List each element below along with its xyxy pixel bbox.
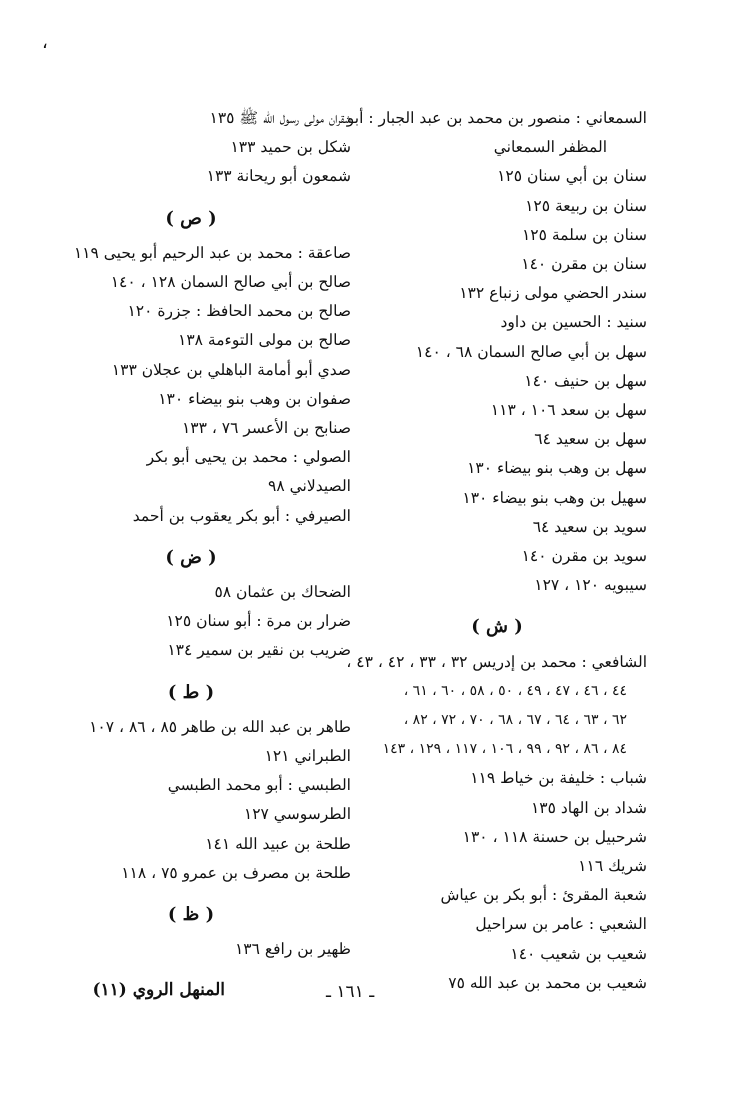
index-entry: السمعاني : منصور بن محمد بن عبد الجبار : أبو: [346, 109, 647, 127]
index-entry: شعيب بن شعيب ١٤٠: [510, 944, 647, 963]
index-entry: ضرار بن مرة : أبو سنان ١٢٥: [166, 612, 351, 631]
index-entry: شرحبيل بن حسنة ١١٨ ، ١٣٠: [462, 827, 647, 846]
book-title: المنهل الروي (١١): [92, 980, 225, 1000]
index-entry: صدي أبو أمامة الباهلي بن عجلان ١٣٣: [111, 360, 351, 379]
index-entry-continuation: ٤٤ ، ٤٦ ، ٤٧ ، ٤٩ ، ٥٠ ، ٥٨ ، ٦٠ ، ٦١ ،: [403, 682, 627, 699]
index-entry: ظهير بن رافع ١٣٦: [234, 940, 351, 959]
index-entry: سيبويه ١٢٠ ، ١٢٧: [534, 576, 647, 595]
index-entry: سنان بن ربيعة ١٢٥: [525, 196, 647, 215]
index-entry: سهل بن أبي صالح السمان ٦٨ ، ١٤٠: [415, 342, 647, 361]
index-entry-continuation: المظفر السمعاني: [493, 138, 607, 157]
index-entry: سنان بن سلمة ١٢٥: [521, 225, 647, 244]
index-column-left: [31, 104, 351, 964]
index-entry: طلحة بن مصرف بن عمرو ٧٥ ، ١١٨: [121, 863, 351, 882]
page-footer: [0, 980, 731, 1010]
index-entry-continuation: ٨٤ ، ٨٦ ، ٩٢ ، ٩٩ ، ١٠٦ ، ١١٧ ، ١٢٩ ، ١٤٣: [382, 741, 627, 758]
index-entry: صفوان بن وهب بنو بيضاء ١٣٠: [158, 389, 351, 408]
index-entry: سنان بن مقرن ١٤٠: [521, 255, 647, 274]
index-entry: صالح بن مولى التوءمة ١٣٨: [178, 331, 351, 350]
index-entry: سنيد : الحسين بن داود: [500, 313, 647, 332]
index-entry: شعيب بن محمد بن عبد الله ٧٥: [448, 973, 647, 992]
index-entry: الصيدلاني ٩٨: [268, 477, 351, 496]
index-entry: صاعقة : محمد بن عبد الرحيم أبو يحيى ١١٩: [73, 243, 351, 262]
index-entry: ضريب بن نقير بن سمير ١٣٤: [167, 641, 351, 660]
index-entry: شمعون أبو ريحانة ١٣٣: [206, 167, 351, 186]
index-entry: سويد بن سعيد ٦٤: [532, 517, 647, 536]
index-entry: شباب : خليفة بن خياط ١١٩: [470, 769, 647, 788]
section-heading: ( ط ): [167, 681, 215, 703]
section-heading: ( ص ): [165, 207, 217, 229]
index-entry: شكل بن حميد ١٣٣: [230, 138, 351, 157]
index-entry-continuation: ٦٢ ، ٦٣ ، ٦٤ ، ٦٧ ، ٦٨ ، ٧٠ ، ٧٢ ، ٨٢ ،: [403, 712, 627, 729]
index-entry: صالح بن محمد الحافظ : جزرة ١٢٠: [127, 302, 351, 321]
index-entry: الشافعي : محمد بن إدريس ٣٢ ، ٣٣ ، ٤٢ ، ٤٣ ،: [346, 652, 647, 671]
index-entry: سهل بن سعد ١٠٦ ، ١١٣: [490, 401, 647, 420]
section-heading: ( ظ ): [167, 904, 215, 926]
index-entry: الصولي : محمد بن يحيى أبو بكر: [146, 448, 351, 467]
index-entry: الضحاك بن عثمان ٥٨: [214, 583, 351, 602]
page-corner-mark: ،: [42, 32, 48, 53]
index-entry: الطبراني ١٢١: [264, 747, 351, 766]
page-number: ـ ١٦١ ـ: [326, 982, 375, 1002]
index-entry: سندر الحضي مولى زنباع ١٣٢: [459, 284, 647, 303]
index-entry: سهيل بن وهب بنو بيضاء ١٣٠: [462, 488, 647, 507]
index-entry: سهل بن سعيد ٦٤: [534, 430, 647, 449]
index-entry: الشعبي : عامر بن سراحيل: [475, 915, 647, 934]
section-heading: ( ش ): [471, 616, 523, 638]
index-entry: الصيرفي : أبو بكر يعقوب بن أحمد: [132, 506, 351, 525]
section-heading: ( ض ): [165, 546, 217, 568]
index-entry: طاهر بن عبد الله بن طاهر ٨٥ ، ٨٦ ، ١٠٧: [89, 717, 351, 736]
index-entry: سويد بن مقرن ١٤٠: [521, 547, 647, 566]
index-entry: شريك ١١٦: [578, 857, 647, 876]
index-entry: صالح بن أبي صالح السمان ١٢٨ ، ١٤٠: [110, 273, 351, 292]
index-entry: سهل بن وهب بنو بيضاء ١٣٠: [467, 459, 647, 478]
index-entry: طلحة بن عبيد الله ١٤١: [205, 834, 351, 853]
index-entry: شعبة المقرئ : أبو بكر بن عياش: [440, 886, 647, 905]
index-entry: صنابح بن الأعسر ٧٦ ، ١٣٣: [181, 419, 351, 438]
index-entry: الطبسي : أبو محمد الطبسي: [167, 776, 351, 795]
index-entry: شقران مولى رسول الله ﷺ ١٣٥: [209, 109, 351, 127]
index-entry: سهل بن حنيف ١٤٠: [524, 371, 647, 390]
index-column-right: [347, 104, 647, 998]
index-entry: الطرسوسي ١٢٧: [243, 805, 351, 824]
index-entry: شداد بن الهاد ١٣٥: [530, 798, 647, 817]
index-entry: سنان بن أبي سنان ١٢٥: [497, 167, 647, 186]
